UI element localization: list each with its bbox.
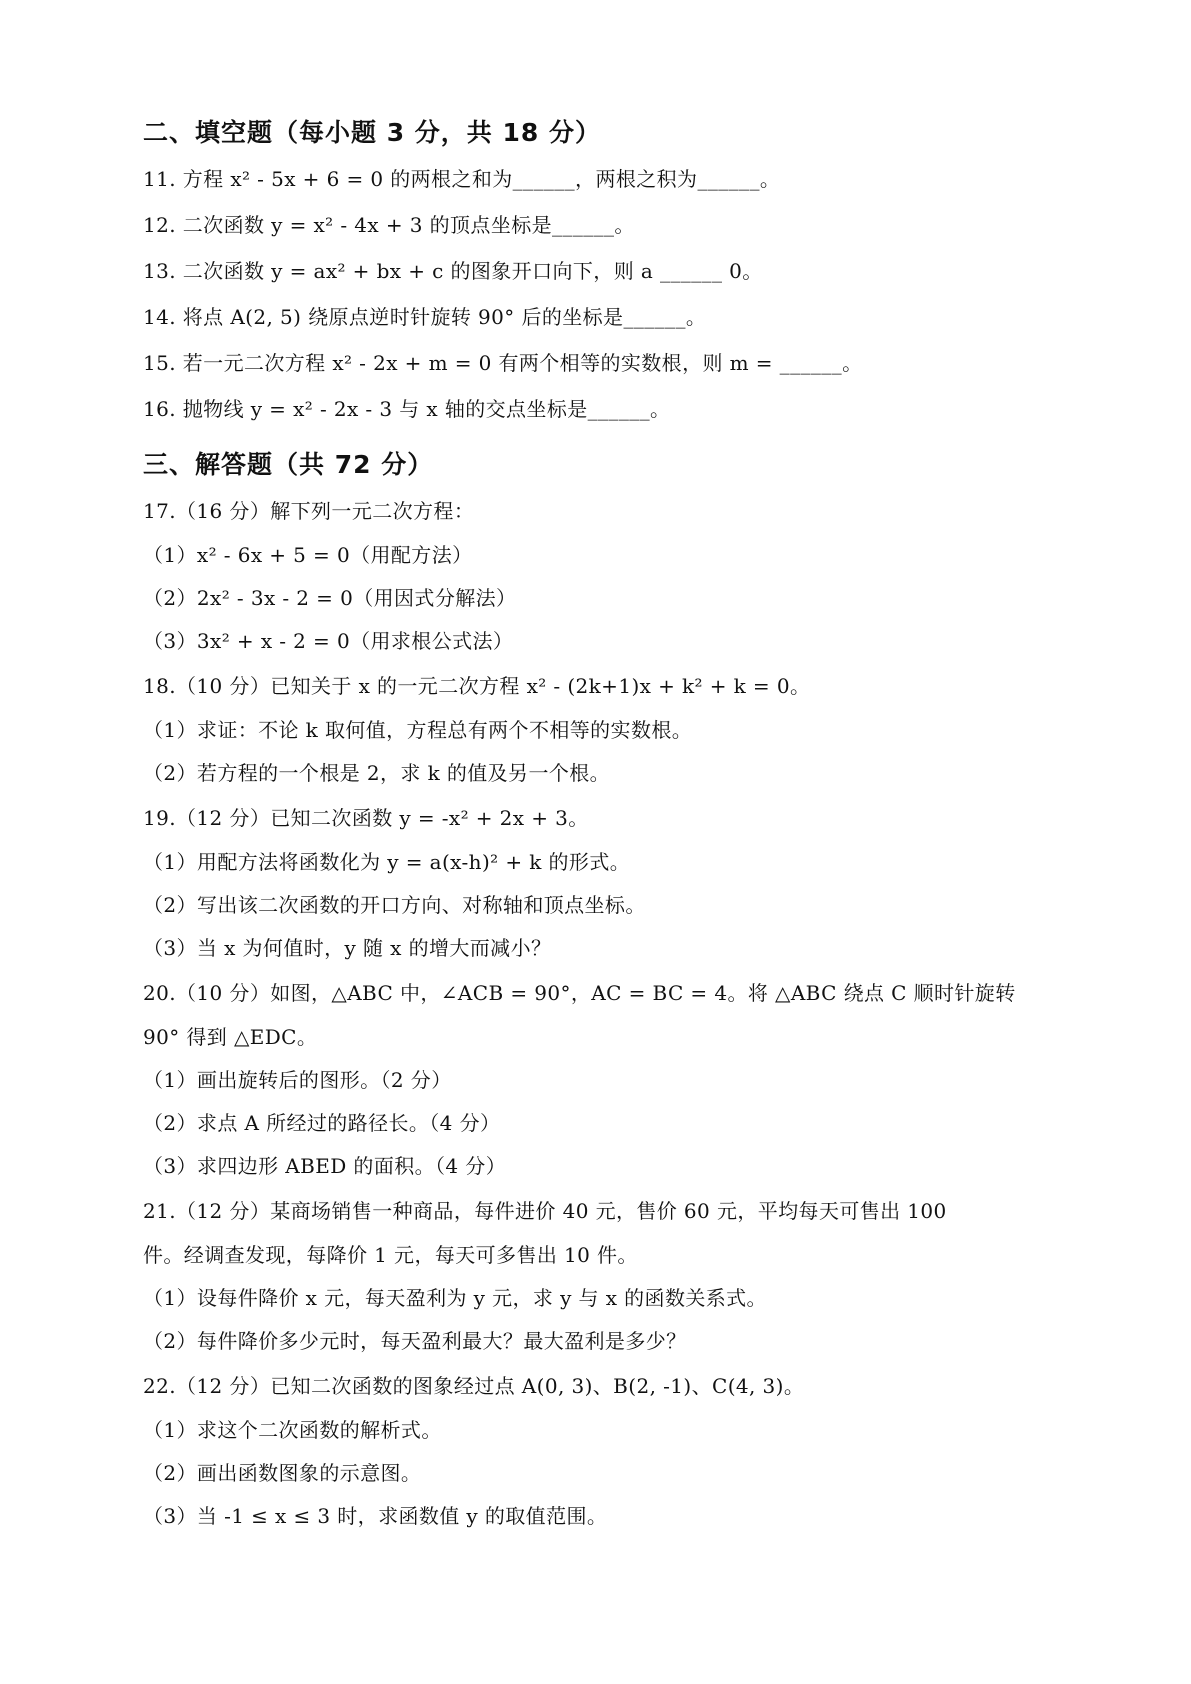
question-19-part-3: （3）当 x 为何值时，y 随 x 的增大而减小？ [143,936,552,960]
question-17-part-3: （3）3x² + x - 2 = 0（用求根公式法） [143,629,514,653]
question-21-part-2: （2）每件降价多少元时，每天盈利最大？最大盈利是多少？ [143,1329,687,1353]
section-title-fill-in: 二、填空题（每小题 3 分，共 18 分） [143,118,602,147]
question-20-part-3: （3）求四边形 ABED 的面积。（4 分） [143,1154,507,1178]
question-20-stem-line-2: 90° 得到 △EDC。 [143,1025,318,1049]
section-title-solutions: 三、解答题（共 72 分） [143,450,434,479]
question-21-part-1: （1）设每件降价 x 元，每天盈利为 y 元，求 y 与 x 的函数关系式。 [143,1286,767,1310]
question-17-stem: 17.（16 分）解下列一元二次方程： [143,499,475,523]
question-22-part-3: （3）当 -1 ≤ x ≤ 3 时，求函数值 y 的取值范围。 [143,1504,608,1528]
question-20-part-2: （2）求点 A 所经过的路径长。（4 分） [143,1111,501,1135]
question-19-stem: 19.（12 分）已知二次函数 y = -x² + 2x + 3。 [143,806,589,830]
question-13: 13. 二次函数 y = ax² + bx + c 的图象开口向下，则 a ______ 0。 [143,259,763,283]
question-22-part-2: （2）画出函数图象的示意图。 [143,1461,422,1485]
question-18-part-1: （1）求证：不论 k 取何值，方程总有两个不相等的实数根。 [143,718,693,742]
question-17-part-1: （1）x² - 6x + 5 = 0（用配方法） [143,543,473,567]
question-18-stem: 18.（10 分）已知关于 x 的一元二次方程 x² - (2k+1)x + k² + k = 0。 [143,674,811,698]
question-11: 11. 方程 x² - 5x + 6 = 0 的两根之和为______，两根之积为______。 [143,167,781,191]
question-20-stem-line-1: 20.（10 分）如图，△ABC 中，∠ACB = 90°，AC = BC = 4。将 △ABC 绕点 C 顺时针旋转 [143,981,1016,1005]
question-22-stem: 22.（12 分）已知二次函数的图象经过点 A(0, 3)、B(2, -1)、C(4, 3)。 [143,1374,805,1398]
question-15: 15. 若一元二次方程 x² - 2x + m = 0 有两个相等的实数根，则 m = ______。 [143,351,863,375]
question-20-part-1: （1）画出旋转后的图形。（2 分） [143,1068,452,1092]
question-18-part-2: （2）若方程的一个根是 2，求 k 的值及另一个根。 [143,761,611,785]
question-19-part-2: （2）写出该二次函数的开口方向、对称轴和顶点坐标。 [143,893,646,917]
question-22-part-1: （1）求这个二次函数的解析式。 [143,1418,442,1442]
question-19-part-1: （1）用配方法将函数化为 y = a(x-h)² + k 的形式。 [143,850,631,874]
question-21-stem-line-1: 21.（12 分）某商场销售一种商品，每件进价 40 元，售价 60 元，平均每天可售出 100 [143,1199,947,1223]
question-17-part-2: （2）2x² - 3x - 2 = 0（用因式分解法） [143,586,517,610]
question-21-stem-line-2: 件。经调查发现，每降价 1 元，每天可多售出 10 件。 [143,1243,638,1267]
question-14: 14. 将点 A(2, 5) 绕原点逆时针旋转 90° 后的坐标是______。 [143,305,707,329]
question-12: 12. 二次函数 y = x² - 4x + 3 的顶点坐标是______。 [143,213,635,237]
page-content [143,112,1063,1538]
question-16: 16. 抛物线 y = x² - 2x - 3 与 x 轴的交点坐标是______。 [143,397,671,421]
